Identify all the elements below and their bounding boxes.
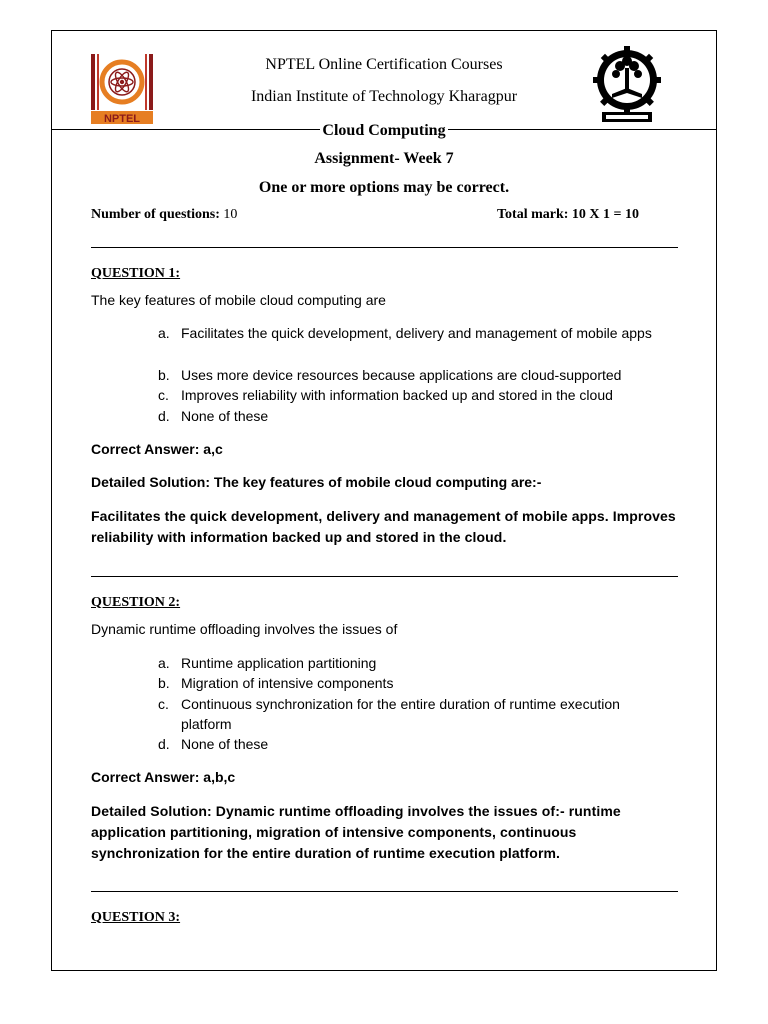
q2-option-c: Continuous synchronization for the entire duration of runtime execution platform — [181, 696, 620, 732]
nptel-logo-text: NPTEL — [103, 113, 141, 125]
q2-option-b-letter: b. — [158, 675, 170, 691]
nptel-logo — [88, 52, 156, 126]
number-of-questions-value: 10 — [223, 207, 238, 222]
question-1-label: QUESTION 1: — [91, 266, 181, 281]
q1-option-b-letter: b. — [158, 367, 170, 383]
q2-option-a: Runtime application partitioning — [181, 655, 377, 671]
question-2-label: QUESTION 2: — [91, 595, 181, 610]
q1-correct-answer: Correct Answer: a,c — [91, 441, 223, 457]
number-of-questions — [91, 207, 237, 223]
section-divider — [91, 247, 678, 248]
header-university-line: Indian Institute of Technology Kharagpur — [250, 88, 518, 105]
course-title-text: Cloud Computing — [322, 122, 446, 139]
question-1-text: The key features of mobile cloud computing are — [91, 292, 386, 308]
q1-solution-heading: Detailed Solution: The key features of mobile cloud computing are:- — [91, 474, 542, 490]
total-mark: Total mark: 10 X 1 = 10 — [497, 207, 640, 222]
q2-correct-answer: Correct Answer: a,b,c — [91, 769, 236, 785]
question-3-label: QUESTION 3: — [91, 910, 181, 925]
q2-option-c-letter: c. — [158, 696, 169, 712]
q2-option-b: Migration of intensive components — [181, 675, 394, 691]
q2-option-d-letter: d. — [158, 736, 170, 752]
q1-option-c-letter: c. — [158, 387, 169, 403]
q2-option-a-letter: a. — [158, 655, 170, 671]
q2-solution: Detailed Solution: Dynamic runtime offloading involves the issues of:- runtime application partitioning, migration of intensive components, continuous synchronization for the entire duration of runtime execution platform. — [91, 803, 621, 861]
question-2-text: Dynamic runtime offloading involves the issues of — [91, 621, 398, 637]
course-title — [0, 122, 768, 140]
options-note: One or more options may be correct. — [258, 179, 510, 196]
iit-kharagpur-emblem — [590, 46, 664, 124]
number-of-questions-label: Number of questions: — [91, 207, 220, 222]
q1-option-b: Uses more device resources because applications are cloud-supported — [181, 367, 622, 383]
section-divider — [91, 891, 678, 892]
q1-option-a-letter: a. — [158, 325, 170, 341]
q1-option-d: None of these — [181, 408, 269, 424]
q1-option-c: Improves reliability with information backed up and stored in the cloud — [181, 387, 613, 403]
q1-option-a: Facilitates the quick development, delivery and management of mobile apps — [181, 325, 652, 341]
q1-option-d-letter: d. — [158, 408, 170, 424]
assignment-title: Assignment- Week 7 — [314, 150, 454, 167]
q2-option-d: None of these — [181, 736, 269, 752]
header-institution-line: NPTEL Online Certification Courses — [265, 56, 503, 73]
q1-solution-detail: Facilitates the quick development, delivery and management of mobile apps. Improves reliability with information backed up and stored in the cloud. — [91, 508, 676, 545]
section-divider — [91, 576, 678, 577]
